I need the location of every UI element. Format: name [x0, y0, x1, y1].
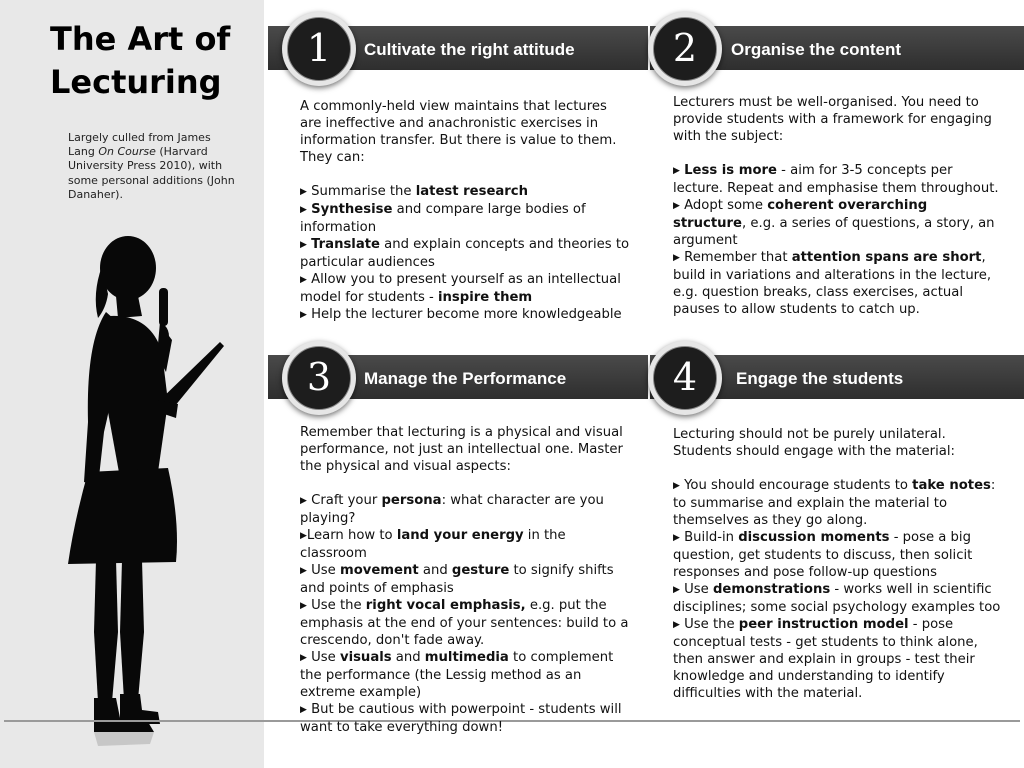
section-3-number-badge [282, 341, 356, 415]
bullet-arrow-icon: ▶ [673, 533, 680, 543]
list-item: ▶ Less is more - aim for 3-5 concepts per lecture. Repeat and emphasise them throughout. [673, 163, 999, 196]
credit-text-end: (Harvard University Press 2010), with some personal additions (John Danaher). [68, 145, 235, 201]
bullet-arrow-icon: ▶ [300, 601, 307, 611]
bullet-arrow-icon: ▶ [673, 620, 680, 630]
list-item: ▶ Use visuals and multimedia to complement the performance (the Lessig method as an extreme example) [300, 650, 614, 700]
section-1-intro: A commonly-held view maintains that lectures are ineffective and anachronistic exercises in information transfer. But there is value to them. They can: [300, 99, 617, 165]
list-item: ▶ Craft your persona: what character are you playing? [300, 493, 604, 526]
section-1-number: 1 [287, 17, 351, 81]
section-3-intro: Remember that lecturing is a physical and visual performance, not just an intellectual one. Master the physical and visual aspects: [300, 425, 623, 474]
section-3-body [300, 424, 630, 736]
list-item: ▶ You should encourage students to take notes: to summarise and explain the material to themselves as they go along. [673, 478, 996, 528]
section-4-body [673, 426, 1003, 702]
lecturer-silhouette-image [58, 232, 228, 768]
list-item: ▶ Use movement and gesture to signify shifts and points of emphasis [300, 563, 614, 596]
section-1-heading: Cultivate the right attitude [364, 40, 575, 59]
bullet-arrow-icon: ▶ [673, 253, 680, 263]
list-item: ▶ Translate and explain concepts and theories to particular audiences [300, 237, 630, 270]
section-4-number: 4 [653, 346, 717, 410]
section-1-number-badge [282, 12, 356, 86]
section-2-number-badge [648, 12, 722, 86]
bullet-arrow-icon: ▶ [300, 310, 307, 320]
list-item: ▶ Synthesise and compare large bodies of information [300, 202, 586, 235]
bullet-arrow-icon: ▶ [673, 585, 680, 595]
section-4-heading: Engage the students [736, 369, 904, 388]
list-item: ▶ Help the lecturer become more knowledgeable [300, 307, 622, 322]
list-item: ▶ Allow you to present yourself as an intellectual model for students - inspire them [300, 272, 621, 305]
section-4-number-badge [648, 341, 722, 415]
bullet-arrow-icon: ▶ [300, 275, 307, 285]
list-item: ▶ But be cautious with powerpoint - students will want to take everything down! [300, 702, 622, 735]
credit-text: Largely culled from James Lang [68, 131, 211, 159]
list-item: ▶ Summarise the latest research [300, 184, 528, 199]
bullet-arrow-icon: ▶ [673, 201, 680, 211]
section-2-intro: Lecturers must be well-organised. You need to provide students with a framework for engaging with the subject: [673, 95, 992, 144]
section-2-body [673, 94, 1003, 318]
list-item: ▶ Use the right vocal emphasis, e.g. put the emphasis at the end of your sentences: build to a crescendo, don't fade away. [300, 598, 629, 648]
bullet-arrow-icon: ▶ [300, 653, 307, 663]
list-item: ▶Learn how to land your energy in the classroom [300, 528, 566, 561]
list-item: ▶ Use the peer instruction model - pose conceptual tests - get students to think alone, then answer and explain in groups - test their knowledge and understanding to identify difficulties with the material. [673, 617, 978, 701]
list-item: ▶ Use demonstrations - works well in scientific disciplines; some social psychology examples too [673, 582, 1001, 615]
section-1-body [300, 98, 630, 324]
section-2-number: 2 [653, 17, 717, 81]
bullet-arrow-icon: ▶ [300, 496, 307, 506]
bullet-arrow-icon: ▶ [300, 566, 307, 576]
bullet-arrow-icon: ▶ [300, 531, 307, 541]
section-3-heading: Manage the Performance [364, 369, 567, 388]
bullet-arrow-icon: ▶ [300, 205, 307, 215]
bullet-arrow-icon: ▶ [673, 166, 680, 176]
credit-book-title: On Course [98, 145, 156, 159]
bullet-arrow-icon: ▶ [300, 705, 307, 715]
section-3-number: 3 [287, 346, 351, 410]
list-item: ▶ Adopt some coherent overarching structure, e.g. a series of questions, a story, an argument [673, 198, 995, 248]
bullet-arrow-icon: ▶ [300, 187, 307, 197]
list-item: ▶ Remember that attention spans are short, build in variations and alterations in the lecture, e.g. question breaks, class exercises, actual pauses to allow students to catch up. [673, 250, 992, 317]
section-4-intro: Lecturing should not be purely unilateral. Students should engage with the material: [673, 427, 955, 459]
section-2-heading: Organise the content [731, 40, 902, 59]
bullet-arrow-icon: ▶ [673, 481, 680, 491]
page-title: The Art of Lecturing [50, 20, 231, 101]
bullet-arrow-icon: ▶ [300, 240, 307, 250]
list-item: ▶ Build-in discussion moments - pose a big question, get students to discuss, then solicit responses and pose follow-up questions [673, 530, 973, 580]
source-credit [68, 131, 238, 202]
